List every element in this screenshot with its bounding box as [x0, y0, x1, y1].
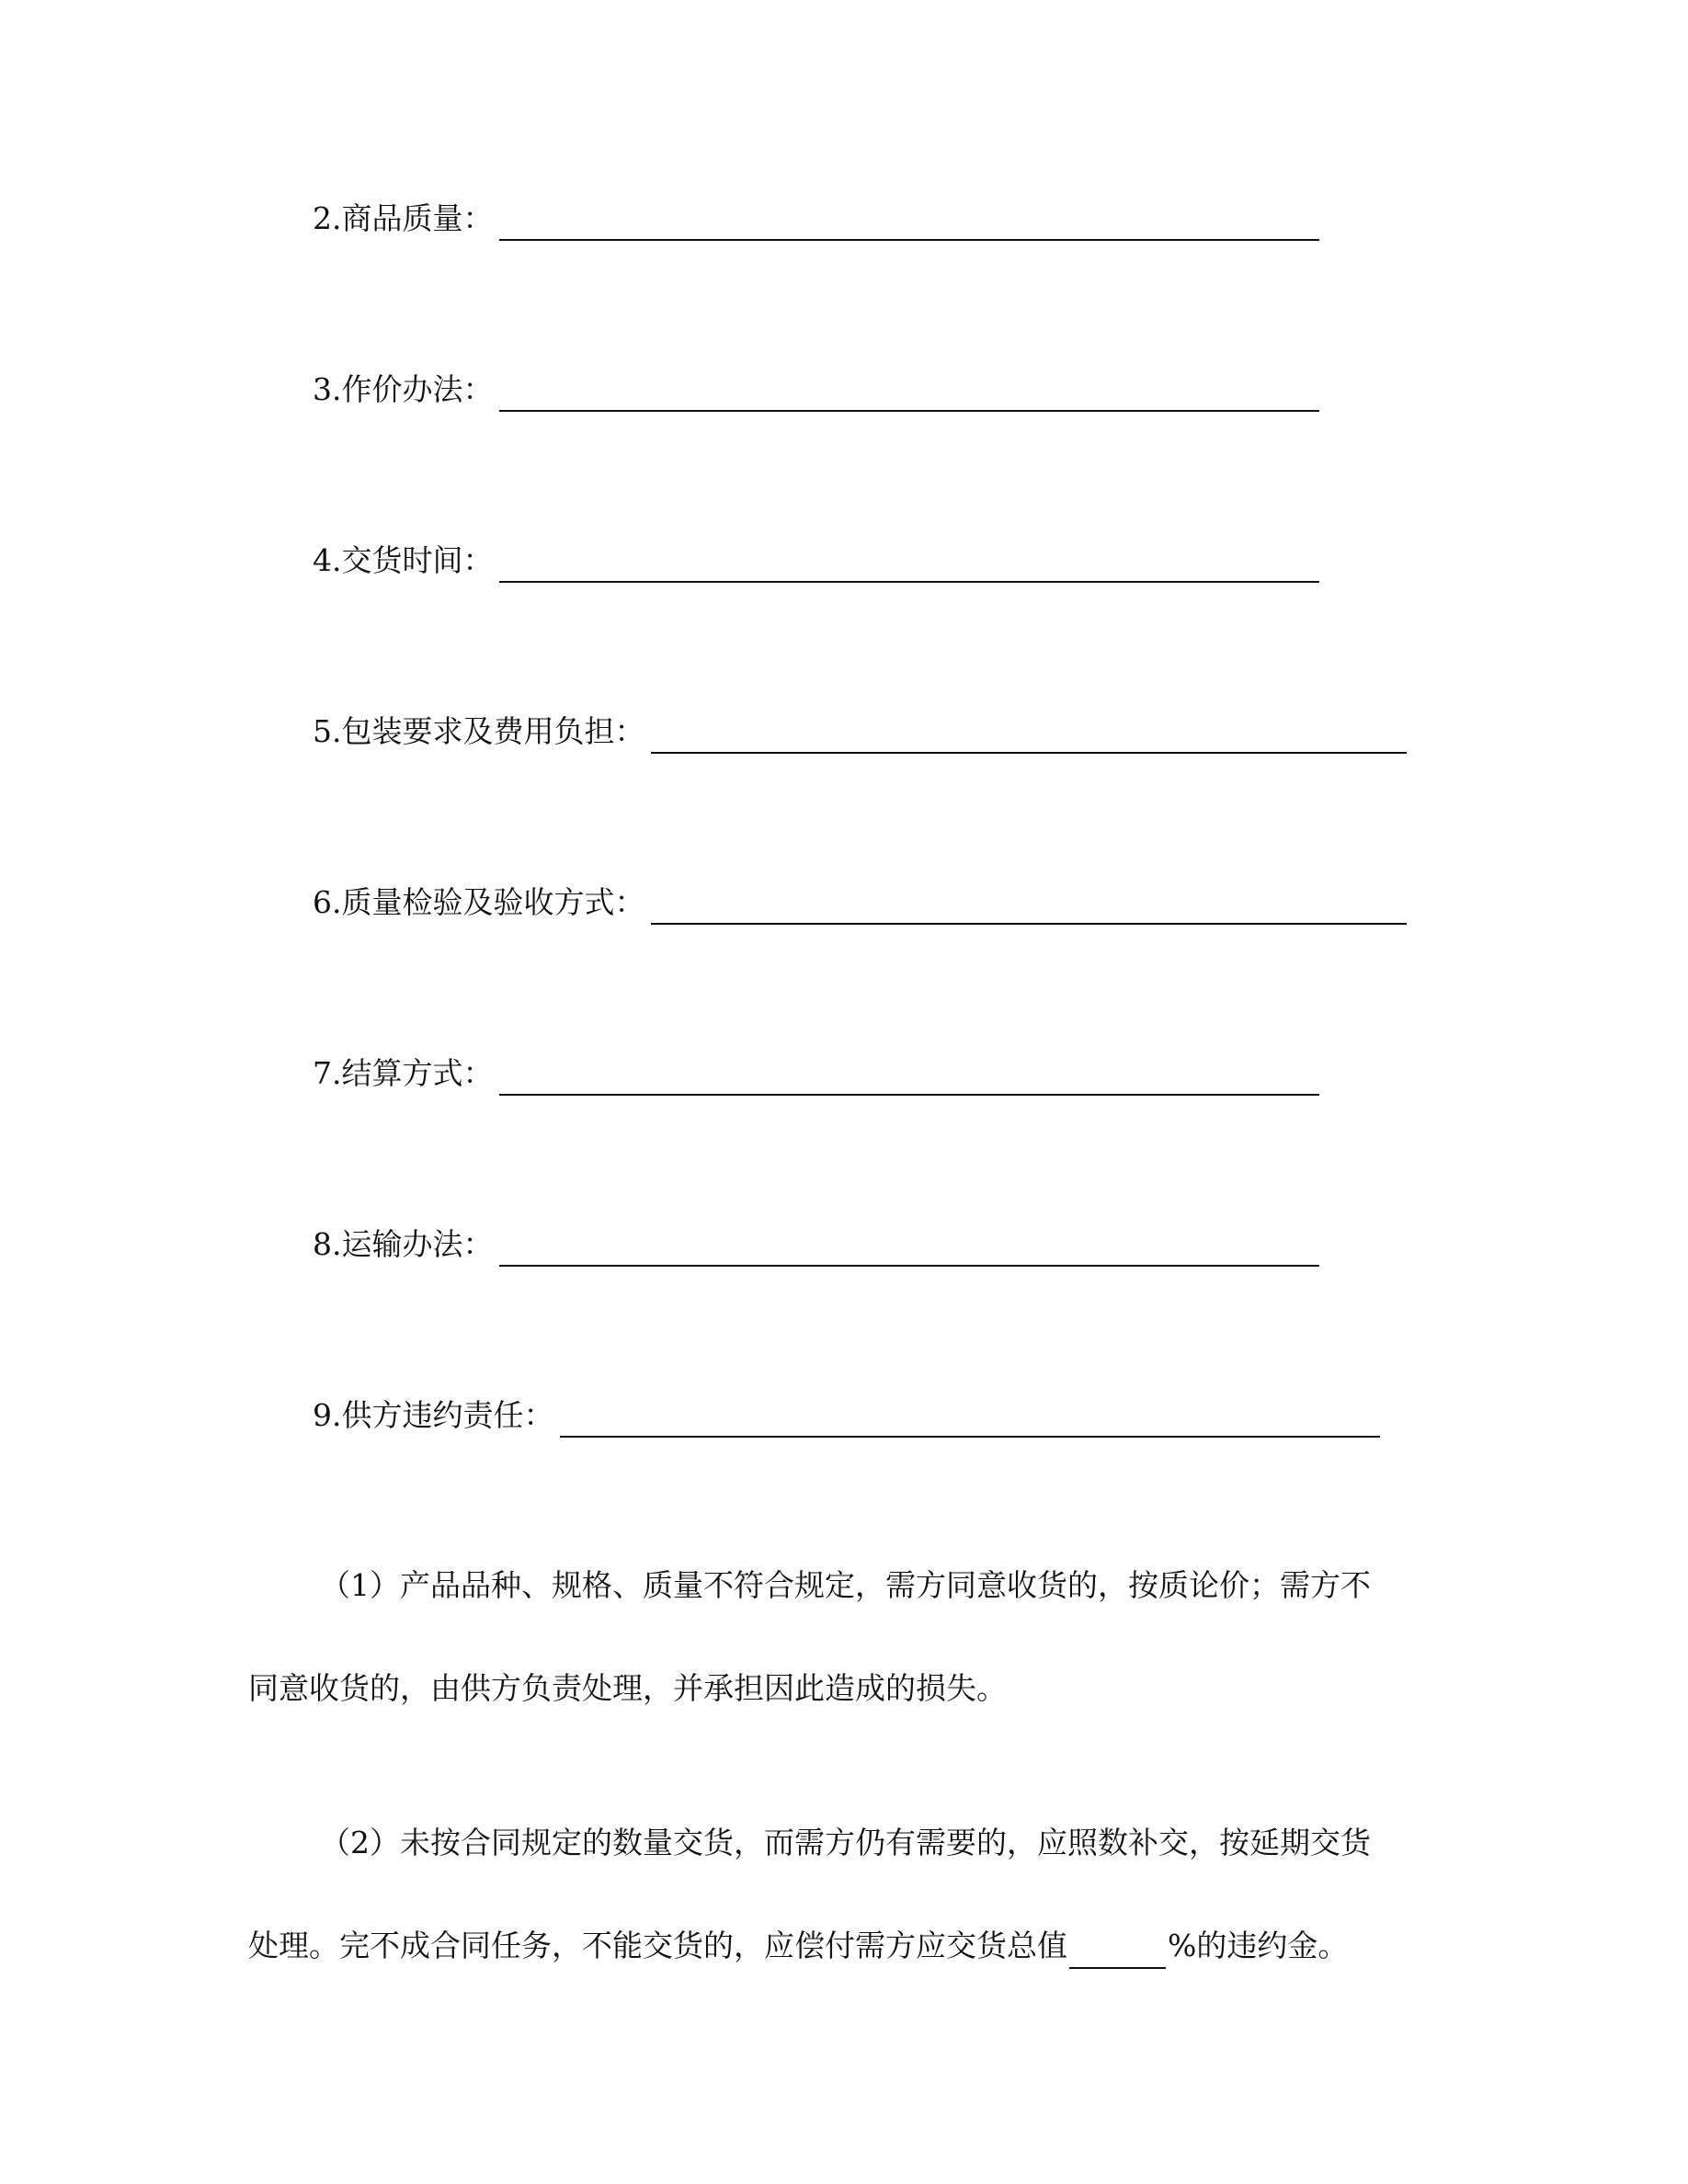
field-settlement-method — [313, 1050, 1319, 1096]
field-label: 6.质量检验及验收方式： — [313, 884, 645, 920]
field-supplier-liability — [313, 1392, 1380, 1438]
paragraph-text: %的违约金。 — [1168, 1928, 1349, 1963]
field-transport-method — [313, 1221, 1319, 1267]
field-label: 3.作价办法： — [313, 371, 494, 407]
field-label: 4.交货时间： — [313, 542, 494, 578]
clause-paragraph-1 — [248, 1563, 1434, 1712]
fill-in-line[interactable] — [499, 370, 1319, 412]
fill-in-line[interactable] — [499, 199, 1319, 241]
field-label: 7.结算方式： — [313, 1055, 494, 1091]
field-label: 5.包装要求及费用负担： — [313, 713, 645, 749]
paragraph-line: （1）产品品种、规格、质量不符合规定，需方同意收货的，按质论价；需方不 — [320, 1567, 1371, 1603]
paragraph-line: （2）未按合同规定的数量交货，而需方仍有需要的，应照数补交，按延期交货 — [320, 1825, 1371, 1860]
fill-in-line[interactable] — [651, 882, 1407, 925]
fill-in-line[interactable] — [560, 1395, 1380, 1438]
paragraph-line: 同意收货的，由供方负责处理，并承担因此造成的损失。 — [248, 1670, 1007, 1706]
field-pricing-method — [313, 366, 1319, 412]
paragraph-line — [248, 1923, 1434, 1969]
percentage-fill-in-line[interactable] — [1069, 1932, 1166, 1969]
field-delivery-time — [313, 537, 1319, 583]
field-label: 9.供方违约责任： — [313, 1397, 554, 1433]
paragraph-text: 处理。完不成合同任务，不能交货的，应偿付需方应交货总值 — [248, 1928, 1067, 1963]
field-inspection-acceptance — [313, 879, 1407, 925]
fill-in-line[interactable] — [651, 711, 1407, 754]
clause-paragraph-2 — [248, 1820, 1434, 1969]
fill-in-line[interactable] — [499, 1053, 1319, 1096]
fill-in-line[interactable] — [499, 1224, 1319, 1267]
field-product-quality — [313, 195, 1319, 241]
field-label: 8.运输办法： — [313, 1226, 494, 1262]
fill-in-line[interactable] — [499, 540, 1319, 583]
field-packaging-cost — [313, 708, 1407, 754]
field-label: 2.商品质量： — [313, 200, 494, 236]
